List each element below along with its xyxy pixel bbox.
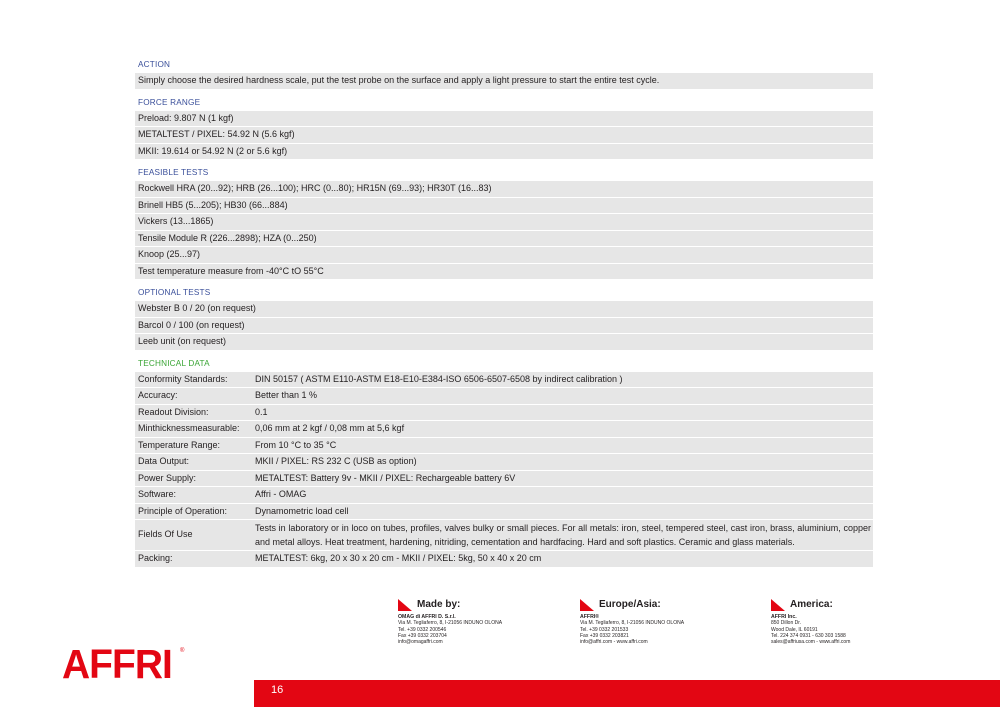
row-label: Accuracy: <box>138 390 178 400</box>
list-item: Brinell HB5 (5...205); HB30 (66...884) <box>135 198 873 215</box>
contact-title: Made by: <box>417 598 461 610</box>
triangle-icon <box>580 599 594 611</box>
row-value: 0.1 <box>255 406 268 417</box>
section-title-optional-tests: OPTIONAL TESTS <box>138 288 211 297</box>
row-label: Conformity Standards: <box>138 373 228 384</box>
table-row <box>135 487 873 504</box>
page-number: 16 <box>271 684 284 696</box>
table-row <box>135 388 873 405</box>
contact-name: AFFRI® <box>580 614 600 620</box>
list-item: Webster B 0 / 20 (on request) <box>135 301 873 318</box>
contact-line: Tel. +39 0332 201533 <box>580 626 629 633</box>
list-item: Rockwell HRA (20...92); HRB (26...100); HRC (0...80); HR15N (69...93); HR30T (16...83) <box>135 181 873 198</box>
footer-bar <box>254 680 1000 707</box>
contact-line: Fax +39 0332 203821 <box>580 632 629 639</box>
row-value: MKII / PIXEL: RS 232 C (USB as option) <box>255 456 417 466</box>
row-value: Better than 1 % <box>255 390 318 400</box>
row-label: Principle of Operation: <box>138 505 228 516</box>
contact-line: 850 Dillon Dr. <box>771 620 802 627</box>
row-value: METALTEST: 6kg, 20 x 30 x 20 cm - MKII / PIXEL: 5kg, 50 x 40 x 20 cm <box>255 553 542 563</box>
contact-title: America: <box>790 598 833 610</box>
list-item: Test temperature measure from -40°C tO 55°C <box>135 264 873 281</box>
list-item: Knoop (25...97) <box>135 247 873 264</box>
contact-line: Via M. Tegliaferro, 8, I-21056 INDUNO OLONA <box>398 620 503 627</box>
list-item: Preload: 9.807 N (1 kgf) <box>135 111 873 128</box>
list-item: METALTEST / PIXEL: 54.92 N (5.6 kgf) <box>135 127 873 144</box>
affri-logo: AFFRI <box>62 641 172 687</box>
row-label: Readout Division: <box>138 406 209 417</box>
row-value: From 10 °C to 35 °C <box>255 439 337 450</box>
triangle-icon <box>771 599 785 611</box>
row-value: Affri - OMAG <box>255 489 307 499</box>
section-title-feasible-tests: FEASIBLE TESTS <box>138 168 209 177</box>
row-value: 0,06 mm at 2 kgf / 0,08 mm at 5,6 kgf <box>255 423 405 433</box>
contact-made-by <box>398 598 502 645</box>
list-item: Simply choose the desired hardness scale, put the test probe on the surface and apply a light pressure to start the entire test cycle. <box>135 73 873 90</box>
contact-email[interactable]: info@affri.com - www.affri.com <box>580 639 648 646</box>
triangle-icon <box>398 599 412 611</box>
contact-name: OMAG di AFFRI D. S.r.l. <box>398 614 456 620</box>
list-item: Vickers (13...1865) <box>135 214 873 231</box>
contact-line: Wood Dale, IL 60191 <box>771 626 818 633</box>
table-row <box>135 504 873 521</box>
row-value: Dynamometric load cell <box>255 505 349 516</box>
row-label: Fields Of Use <box>138 529 193 540</box>
contact-line: Tel. 224 374 0931 - 630 303 1588 <box>771 632 846 639</box>
table-row <box>135 421 873 438</box>
table-row <box>135 405 873 422</box>
row-label: Data Output: <box>138 456 190 466</box>
row-label: Temperature Range: <box>138 439 221 450</box>
registered-mark: ® <box>180 648 185 654</box>
contact-line: Tel. +39 0332 200546 <box>398 626 447 633</box>
list-item: Leeb unit (on request) <box>135 334 873 351</box>
row-label: Power Supply: <box>138 472 197 483</box>
table-row <box>135 520 873 551</box>
table-row <box>135 454 873 471</box>
row-label: Packing: <box>138 553 173 563</box>
contact-name: AFFRI Inc. <box>771 614 797 620</box>
row-label: Software: <box>138 489 177 499</box>
contact-america <box>771 598 850 645</box>
table-row <box>135 438 873 455</box>
spec-sheet <box>135 57 873 568</box>
row-value: METALTEST: Battery 9v - MKII / PIXEL: Rechargeable battery 6V <box>255 472 516 483</box>
row-value: Tests in laboratory or in loco on tubes, profiles, valves bulky or small pieces. For all metals: iron, steel, tempered steel, cast iron, brass, aluminium, copper and metal alloys. Heat treatment, hardening, nitriding, cementation and hardfacing. Hard and soft plastics. Ceramic and glass materials. <box>255 523 871 547</box>
table-row <box>135 372 873 389</box>
contact-line: Via M. Tegliaferro, 8, I-21056 INDUNO OLONA <box>580 620 685 627</box>
section-title-technical-data: TECHNICAL DATA <box>138 358 210 368</box>
contact-europe-asia <box>580 598 684 645</box>
row-label: Minthicknessmeasurable: <box>138 423 240 433</box>
row-value: DIN 50157 ( ASTM E110-ASTM E18-E10-E384-ISO 6506-6507-6508 by indirect calibration ) <box>255 373 623 384</box>
table-row <box>135 471 873 488</box>
section-title-force-range: FORCE RANGE <box>138 97 201 107</box>
list-item: Tensile Module R (226...2898); HZA (0...250) <box>135 231 873 248</box>
section-title-action: ACTION <box>138 60 171 69</box>
contact-email[interactable]: sales@affriusa.com - www.affri.com <box>771 639 851 646</box>
list-item: MKII: 19.614 or 54.92 N (2 or 5.6 kgf) <box>135 144 873 161</box>
table-row <box>135 551 873 568</box>
contact-email[interactable]: info@omagaffri.com <box>398 639 443 646</box>
contact-title: Europe/Asia: <box>599 598 661 610</box>
contact-line: Fax +39 0332 203704 <box>398 632 447 639</box>
list-item: Barcol 0 / 100 (on request) <box>135 318 873 335</box>
